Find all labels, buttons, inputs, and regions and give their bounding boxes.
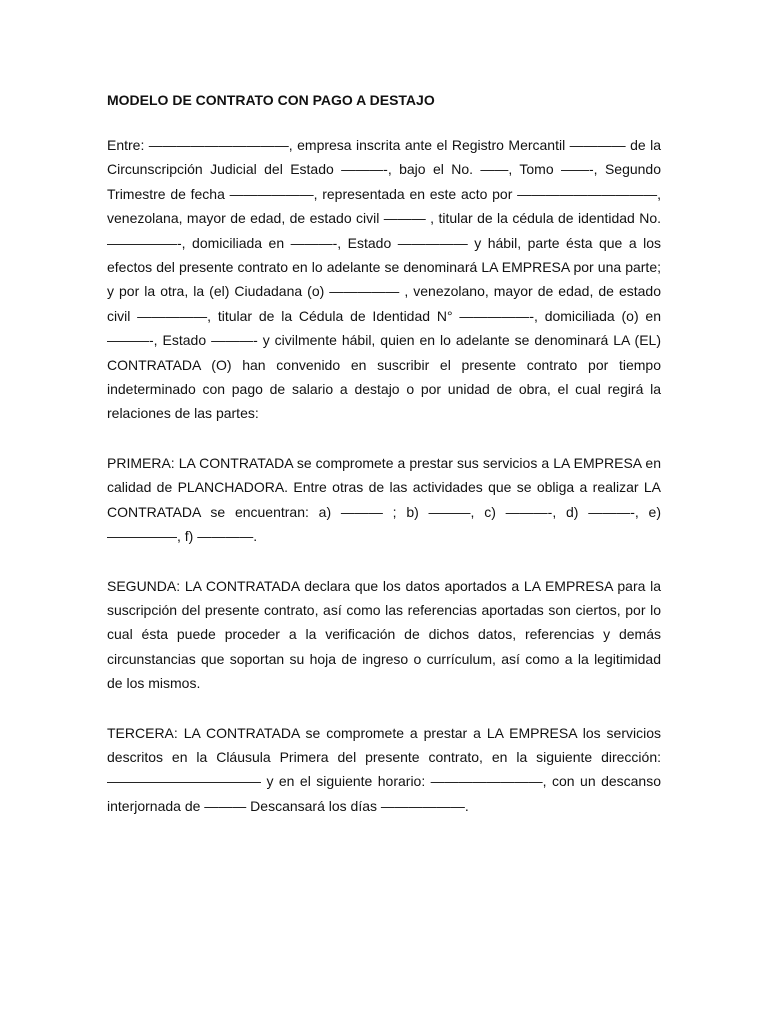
paragraph-parties: Entre: ——————————, empresa inscrita ante el Registro Mercantil ———— de la Circunscripción Judicial del Estado ———-, bajo el No. ——, Tomo ——-, Segundo Trimestre de fecha ——————, representada en este acto por ——————————, venezolana, mayor de edad, de estado civil ——— , titular de la cédula de identidad No. —————-, domiciliada en ———-, Estado ————— y hábil, parte ésta que a los efectos del presente contrato en lo adelante se denominará LA EMPRESA por una parte; y por la otra, la (el) Ciudadana (o) ————— , venezolano, mayor de edad, de estado civil —————, titular de la Cédula de Identidad N° —————-, domiciliada (o) en ———-, Estado ———- y civilmente hábil, quien en lo adelante se denominará LA (EL) CONTRATADA (O) han convenido en suscribir el presente contrato por tiempo indeterminado con pago de salario a destajo o por unidad de obra, el cual regirá la relaciones de las partes: [107, 137, 661, 422]
document-body [107, 90, 661, 843]
document-title: MODELO DE CONTRATO CON PAGO A DESTAJO [107, 92, 435, 108]
paragraph-tercera: TERCERA: LA CONTRATADA se compromete a prestar a LA EMPRESA los servicios descritos en la Cláusula Primera del presente contrato, en la siguiente dirección: ——————————— y en el siguiente horario: ————————, con un descanso interjornada de ——— Descansará los días ——————. [107, 724, 661, 814]
paragraph-segunda: SEGUNDA: LA CONTRATADA declara que los datos aportados a LA EMPRESA para la suscripción del presente contrato, así como las referencias aportadas son ciertos, por lo cual ésta puede proceder a la verificación de dichos datos, referencias y demás circunstancias que soportan su hoja de ingreso o currículum, así como a la legitimidad de los mismos. [107, 577, 661, 692]
paragraph-primera: PRIMERA: LA CONTRATADA se compromete a prestar sus servicios a LA EMPRESA en calidad de PLANCHADORA. Entre otras de las actividades que se obliga a realizar LA CONTRATADA se encuentran: a) ——— ; b) ———, c) ———-, d) ———-, e) —————, f) ————. [107, 454, 661, 545]
